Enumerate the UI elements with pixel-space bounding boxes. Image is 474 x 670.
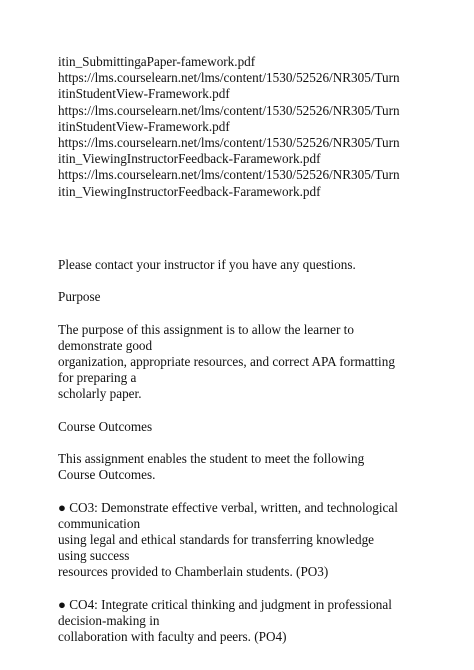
link-line: itin_ViewingInstructorFeedback-Faramework.pdf: [58, 183, 321, 199]
purpose-paragraph-line: scholarly paper.: [58, 386, 142, 402]
purpose-heading: Purpose: [58, 289, 101, 305]
spacer: [58, 403, 470, 419]
link-line: itinStudentView-Framework.pdf: [58, 86, 230, 102]
purpose-paragraph-line: for preparing a: [58, 370, 137, 386]
link-line: itinStudentView-Framework.pdf: [58, 118, 230, 134]
purpose-paragraph-line: The purpose of this assignment is to allow the learner to: [58, 321, 354, 337]
spacer: [58, 435, 470, 451]
link-line: itin_ViewingInstructorFeedback-Faramework.pdf: [58, 151, 321, 167]
co4-bullet-line: ● CO4: Integrate critical thinking and judgment in professional: [58, 596, 392, 612]
spacer: [58, 241, 470, 257]
spacer: [58, 200, 470, 241]
spacer: [58, 273, 470, 289]
outcomes-intro-line: This assignment enables the student to meet the following: [58, 451, 365, 467]
purpose-paragraph-line: demonstrate good: [58, 337, 153, 353]
co3-bullet-line: using success: [58, 548, 130, 564]
spacer: [58, 484, 470, 500]
link-line: https://lms.courselearn.net/lms/content/1530/52526/NR305/Turn: [58, 167, 400, 183]
outcomes-intro-line: Course Outcomes.: [58, 467, 156, 483]
co3-bullet-line: resources provided to Chamberlain students. (PO3): [58, 564, 329, 580]
co3-bullet-line: ● CO3: Demonstrate effective verbal, written, and technological: [58, 499, 398, 515]
link-line: https://lms.courselearn.net/lms/content/1530/52526/NR305/Turn: [58, 70, 400, 86]
link-line: https://lms.courselearn.net/lms/content/1530/52526/NR305/Turn: [58, 102, 400, 118]
outcomes-heading: Course Outcomes: [58, 418, 153, 434]
co4-bullet-line: collaboration with faculty and peers. (PO4): [58, 629, 287, 645]
contact-text: Please contact your instructor if you have any questions.: [58, 256, 356, 272]
link-line: https://lms.courselearn.net/lms/content/1530/52526/NR305/Turn: [58, 134, 400, 150]
spacer: [58, 581, 470, 597]
link-line: itin_SubmittingaPaper-famework.pdf: [58, 54, 256, 69]
purpose-paragraph-line: organization, appropriate resources, and correct APA formatting: [58, 354, 395, 369]
co3-bullet-line: communication: [58, 515, 141, 531]
co4-bullet-line: decision-making in: [58, 613, 160, 628]
document-page: [58, 54, 470, 645]
spacer: [58, 305, 470, 321]
co3-bullet-line: using legal and ethical standards for transferring knowledge: [58, 532, 375, 548]
